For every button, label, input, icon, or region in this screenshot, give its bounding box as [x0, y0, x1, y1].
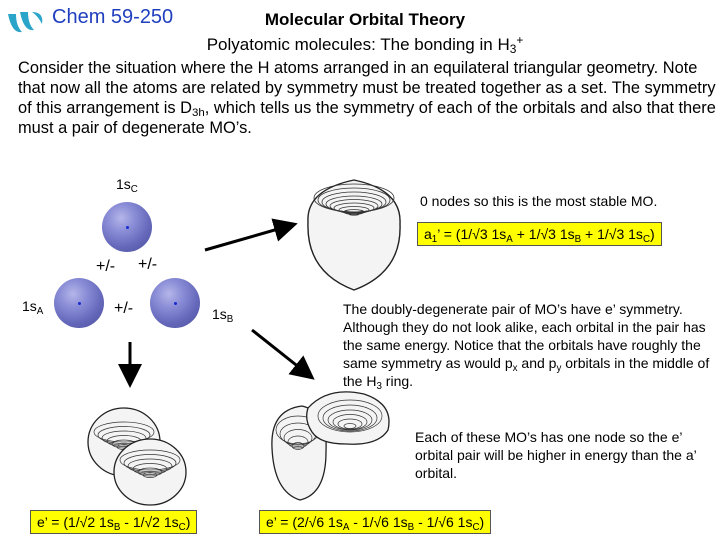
node-note: Each of these MO’s has one node so the e’ orbital pair will be higher in energy than the a’ orbital.: [415, 429, 697, 481]
phase-sign-bottom: +/-: [114, 300, 134, 317]
e-left-equation: e’ = (1/√2 $1s_B - 1/√2$ $1s_C$): [30, 510, 197, 534]
intro-paragraph: Consider the situation where the H atoms arranged in an equilateral triangular geometry. Note that now all the atoms are related by symmetry must be treated together as a set. The symmetry of this arrangement is $D_{3h}$, which tells us the symmetry of each of the orbitals and also that there must a pair of degenerate MO’s.: [18, 59, 716, 137]
e-right-equation: e’ = (2/√6 $1s_A - 1/√6$ $1s_B - 1/√6$ $1s_C$): [259, 510, 491, 534]
orbital-surface-icon: [298, 172, 410, 298]
page-subtitle: Polyatomic molecules: The bonding in $H_3^+$: [206, 33, 524, 56]
a1-equation: $a_1$’ = (1/√3 $1s_A + 1/√3$ $1s_B + 1/√3$ $1s_C$): [417, 222, 662, 246]
page-title: Molecular Orbital Theory: [264, 10, 466, 29]
atom-label-b: $1s_B$: [212, 306, 234, 325]
stable-mo-note: 0 nodes so this is the most stable MO.: [420, 193, 658, 209]
atom-label-c: $1s_C$: [116, 176, 138, 195]
atom-label-a: $1s_A$: [22, 298, 44, 317]
phase-sign-left: +/-: [96, 258, 116, 275]
degenerate-mo-note: The doubly-degenerate pair of MO’s have e’ symmetry. Although they do not look alike, each orbital in the pair has the same energy. Notice that the orbitals have roughly the same symmetry as would $p_x$ and $p_y$ orbitals in the middle of the $H_3$ ring.: [343, 301, 710, 392]
orbital-surface-icon: [268, 388, 396, 506]
phase-sign-right: +/-: [138, 256, 158, 273]
orbital-surface-icon: [82, 402, 192, 508]
course-label: Chem 59-250: [52, 6, 174, 28]
